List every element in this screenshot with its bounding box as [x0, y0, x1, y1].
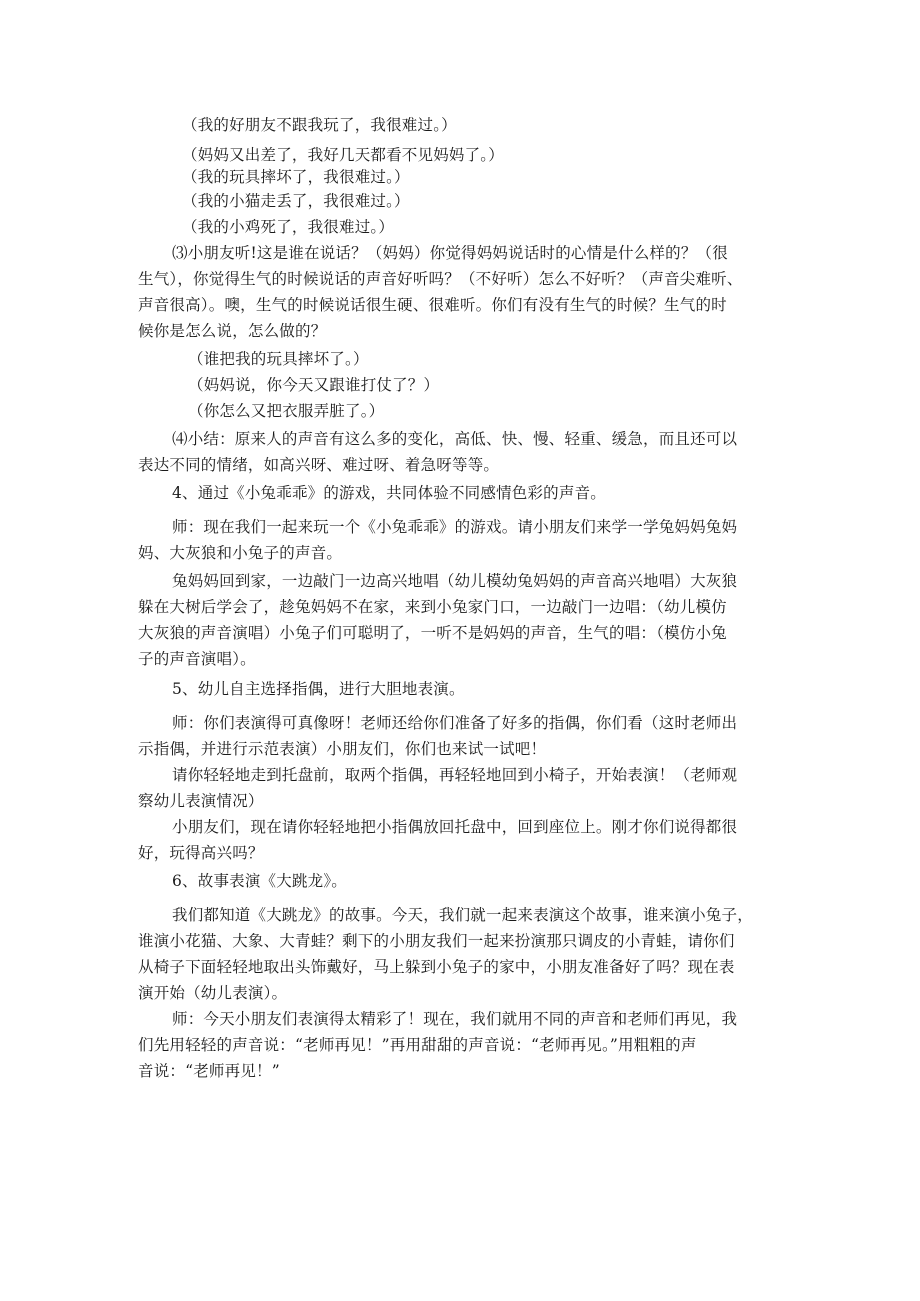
text-line: 示指偶，并进行示范表演）小朋友们，你们也来试一试吧！ — [138, 740, 547, 758]
section-heading: 4、通过《小兔乖乖》的游戏，共同体验不同感情色彩的声音。 — [172, 484, 606, 502]
text-line: 子的声音演唱）。 — [138, 650, 256, 668]
text-line: 兔妈妈回到家，一边敲门一边高兴地唱（幼儿模幼兔妈妈的声音高兴地唱）大灰狼 — [172, 572, 738, 590]
text-line: 察幼儿表演情况） — [138, 792, 264, 810]
text-line: 们先用轻轻的声音说：“老师再见！”再用甜甜的声音说：“老师再见。”用粗粗的声 — [138, 1036, 697, 1054]
text-line: 妈、大灰狼和小兔子的声音。 — [138, 544, 343, 562]
text-line: （我的玩具摔坏了，我很难过。） — [182, 168, 410, 186]
text-line: （我的小鸡死了，我很难过。） — [182, 218, 395, 236]
text-line: 表达不同的情绪，如高兴呀、难过呀、着急呀等等。 — [138, 456, 500, 474]
text-line: 躲在大树后学会了，趁兔妈妈不在家，来到小兔家门口，一边敲门一边唱：（幼儿模仿 — [138, 598, 727, 616]
text-line: 演开始（幼儿表演）。 — [138, 984, 288, 1002]
text-line: 师：今天小朋友们表演得太精彩了！现在，我们就用不同的声音和老师们再见，我 — [172, 1010, 738, 1028]
section-heading: 5、幼儿自主选择指偶，进行大胆地表演。 — [172, 680, 465, 698]
text-line: （谁把我的玩具摔坏了。） — [188, 350, 369, 368]
text-line: 我们都知道《大跳龙》的故事。今天，我们就一起来表演这个故事，谁来演小兔子， — [172, 906, 753, 924]
text-line: 候你是怎么说，怎么做的？ — [138, 322, 327, 340]
text-line: 请你轻轻地走到托盘前，取两个指偶，再轻轻地回到小椅子，开始表演！（老师观 — [172, 766, 738, 784]
text-line: 师：现在我们一起来玩一个《小兔乖乖》的游戏。请小朋友们来学一学兔妈妈兔妈 — [172, 518, 738, 536]
section-heading: 6、故事表演《大跳龙》。 — [172, 872, 348, 890]
text-line: （你怎么又把衣服弄脏了。） — [188, 402, 385, 420]
text-line: （妈妈说，你今天又跟谁打仗了？） — [188, 376, 440, 394]
text-line: 谁演小花猫、大象、大青蛙？剩下的小朋友我们一起来扮演那只调皮的小青蛙，请你们 — [138, 932, 735, 950]
text-line: 生气），你觉得生气的时候说话的声音好听吗？（不好听）怎么不好听？（声音尖难听、 — [138, 270, 743, 288]
text-line: 声音很高）。噢，生气的时候说话很生硬、很难听。你们有没有生气的时候？生气的时 — [138, 296, 727, 314]
text-line: 大灰狼的声音演唱）小兔子们可聪明了，一听不是妈妈的声音，生气的唱：（模仿小兔 — [138, 624, 727, 642]
text-line: 好，玩得高兴吗？ — [138, 844, 264, 862]
text-line: （我的小猫走丢了，我很难过。） — [182, 192, 410, 210]
text-line: （妈妈又出差了，我好几天都看不见妈妈了。） — [182, 146, 504, 164]
text-line: 从椅子下面轻轻地取出头饰戴好，马上躲到小兔子的家中，小朋友准备好了吗？现在表 — [138, 958, 735, 976]
text-line: 音说：“老师再见！” — [138, 1062, 280, 1080]
text-line: （我的好朋友不跟我玩了，我很难过。） — [182, 116, 457, 134]
text-line: ⑶小朋友听!这是谁在说话？（妈妈）你觉得妈妈说话时的心情是什么样的？（很 — [172, 244, 728, 262]
text-line: ⑷小结：原来人的声音有这么多的变化，高低、快、慢、轻重、缓急，而且还可以 — [172, 430, 738, 448]
text-line: 小朋友们，现在请你轻轻地把小指偶放回托盘中，回到座位上。刚才你们说得都很 — [172, 818, 738, 836]
text-line: 师：你们表演得可真像呀！老师还给你们准备了好多的指偶，你们看（这时老师出 — [172, 714, 738, 732]
